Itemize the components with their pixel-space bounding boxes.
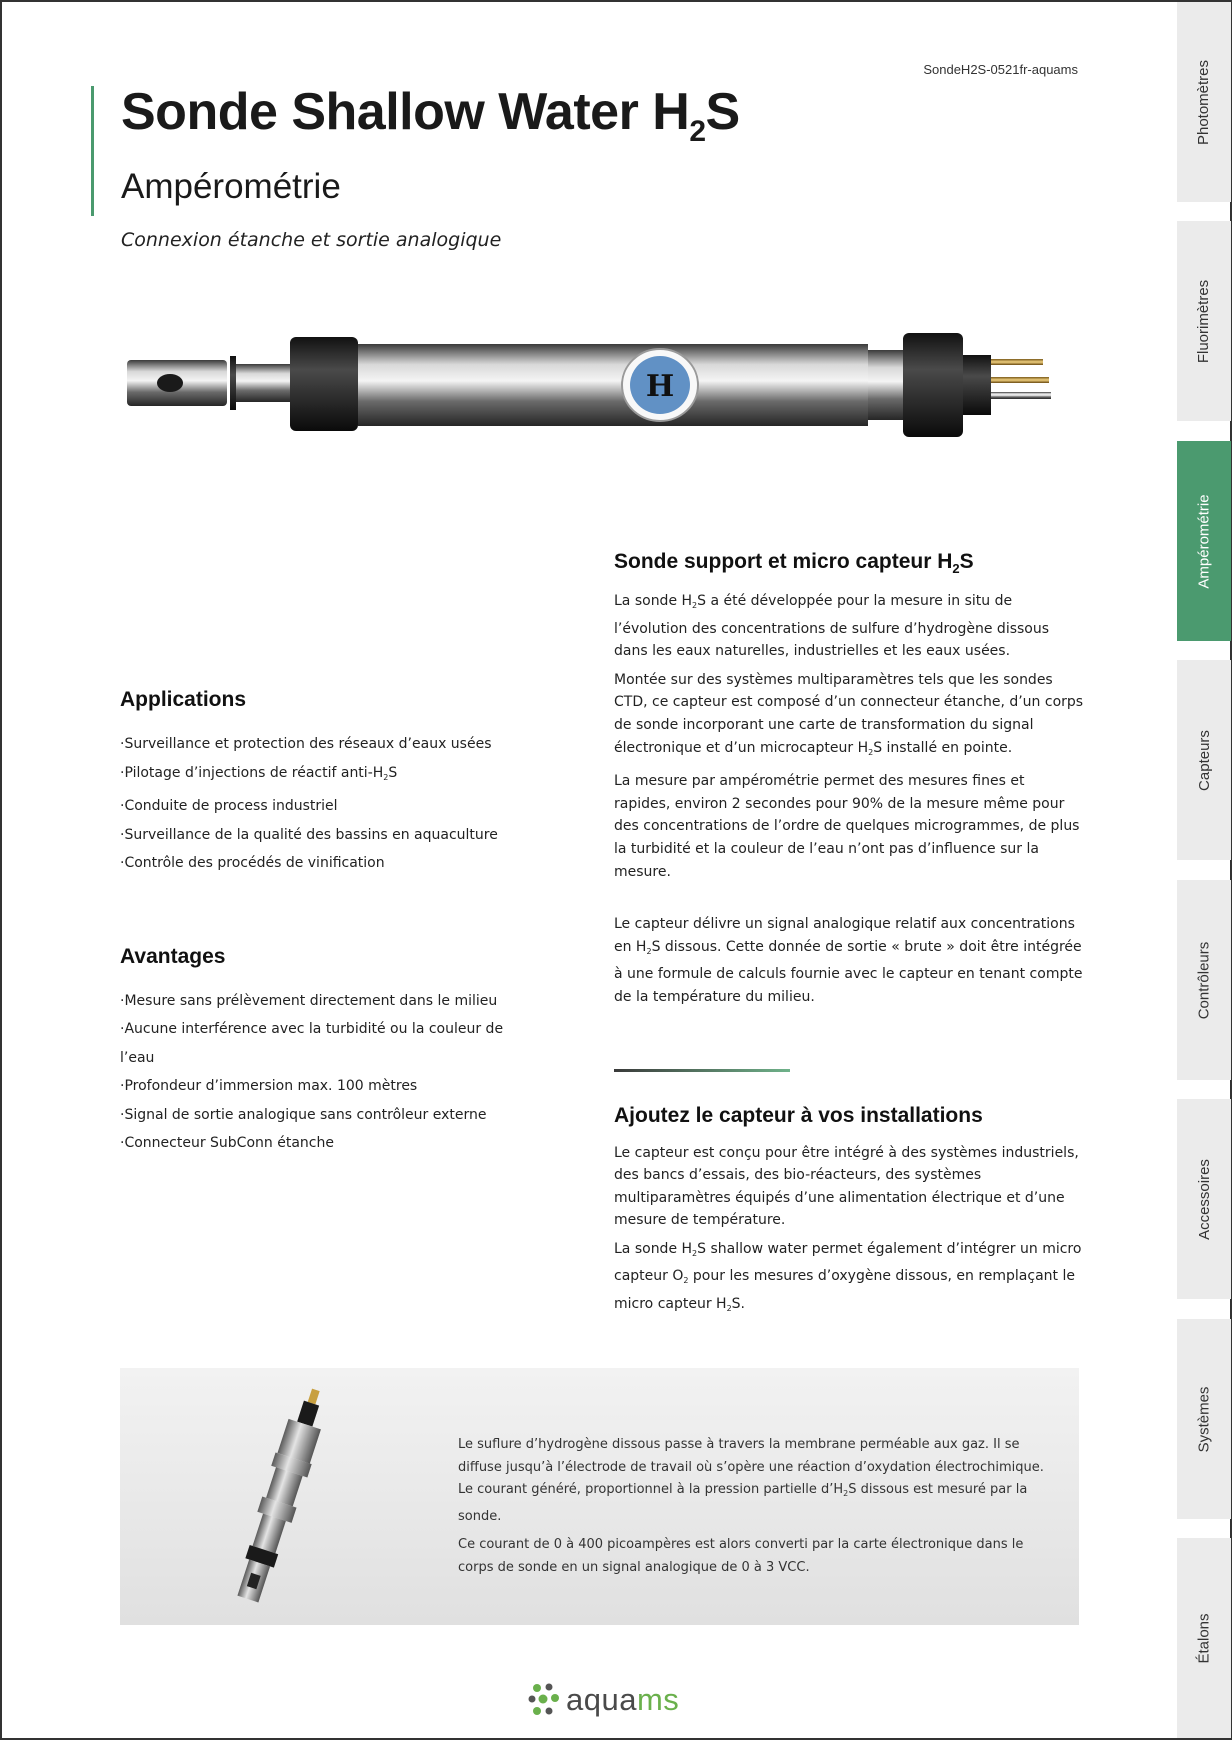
category-sidebar [1177,0,1231,1740]
tab-capteurs[interactable]: Capteurs [1177,660,1231,860]
support-paragraph-2: Montée sur des systèmes multiparamètres tels que les sondes CTD, ce capteur est composé d’un connecteur étanche, d’un corps de sonde incorporant une carte de transformation du signal électronique et d’un microcapteur $H_2S$ installé en pointe. [614,671,1084,757]
logo-dots-icon [528,1682,560,1718]
page-subtitle: Ampérométrie [121,167,341,206]
list-item: · Surveillance de la qualité des bassins en aquaculture [120,821,540,850]
list-item: · Mesure sans prélèvement directement dans le milieu [120,987,540,1016]
section-divider [614,1069,790,1072]
list-item: · Signal de sortie analogique sans contrôleur externe [120,1101,540,1130]
list-item: · Surveillance et protection des réseaux d’eaux usées [120,730,540,759]
logo-wordmark: aquams [566,1682,680,1717]
list-item: · Aucune interférence avec la turbidité ou la couleur de l’eau [120,1015,540,1072]
info-paragraph-1: Le suflure d’hydrogène dissous passe à travers la membrane perméable aux gaz. Il se diffuse jusqu’à l’électrode de travail où s’opère une réaction d’oxydation électrochimique. Le courant généré, proportionnel à la pression partielle $d’H_2S$ dissous est mesuré par la sonde. [458,1437,1044,1525]
list-item: · Contrôle des procédés de vinification [120,849,540,878]
install-paragraph-2: La sonde $H_2S$ shallow water permet également d’intégrer un micro capteur $O_2$ pour les mesures d’oxygène dissous, en remplaçant le micro capteur $H_2S$. [614,1240,1082,1314]
info-box [120,1368,1079,1625]
page-tagline: Connexion étanche et sortie analogique [121,229,502,251]
support-paragraph-1: La sonde $H_2S$ a été développée pour la mesure in situ de l’évolution des concentrations de sulfure d’hydrogène dissous dans les eaux naturelles, industrielles et les eaux usées. [614,593,1050,660]
page-title: Sonde Shallow Water $H_2S$ [121,83,740,148]
list-item: · Connecteur SubConn étanche [120,1129,540,1158]
tab-accessoires[interactable]: Accessoires [1177,1099,1231,1299]
left-column [120,688,540,1158]
svg-text:H: H [645,369,675,404]
document-reference: SondeH2S-0521fr-aquams [923,62,1078,77]
install-heading: Ajoutez le capteur à vos installations [614,1103,983,1127]
advantages-heading: Avantages [120,944,226,968]
applications-heading: Applications [120,688,247,711]
list-item: · Profondeur d’immersion max. 100 mètres [120,1072,540,1101]
advantages-list [120,987,540,1158]
install-paragraph-1: Le capteur est conçu pour être intégré à des systèmes industriels, des bancs d’essais, des bio-réacteurs, des systèmes multiparamètres équipés d’une alimentation électrique et d’une mesure de température. [614,1144,1079,1229]
title-block [91,83,791,251]
right-column [614,550,1084,1321]
list-item: · Conduite de process industriel [120,792,540,821]
support-paragraph-4: Le capteur délivre un signal analogique relatif aux concentrations en $H_2S$ dissous. Cette donnée de sortie « brute » doit être intégrée à une formule de calculs fournie avec le capteur en tenant compte de la température du milieu. [614,916,1083,1005]
support-heading: Sonde support et micro capteur $H_2S$ [614,550,974,576]
applications-list [120,730,540,878]
probe-photo [125,330,1070,440]
aquams-logo [528,1682,679,1718]
list-item: · Pilotage d’injections de réactif anti-$H_2S$ [120,759,540,793]
tab-amperometrie[interactable]: Ampérométrie [1177,441,1231,641]
tab-fluorimetres[interactable]: Fluorimètres [1177,221,1231,421]
sensor-photo [200,1382,350,1612]
tab-controleurs[interactable]: Contrôleurs [1177,880,1231,1080]
tab-photometres[interactable]: Photomètres [1177,2,1231,202]
info-paragraph-2: Ce courant de 0 à 400 picoampères est alors converti par la carte électronique dans le corps de sonde en un signal analogique de 0 à 3 VCC. [458,1536,1024,1575]
tab-systemes[interactable]: Systèmes [1177,1319,1231,1519]
support-paragraph-3: La mesure par ampérométrie permet des mesures fines et rapides, environ 2 secondes pour 90% de la mesure même pour des concentrations de l’ordre de quelques microgrammes, de plus la turbidité et la couleur de l’eau n’ont pas d’influence sur la mesure. [614,773,1080,880]
info-box-text [458,1434,1058,1579]
tab-etalons[interactable]: Étalons [1177,1538,1231,1738]
